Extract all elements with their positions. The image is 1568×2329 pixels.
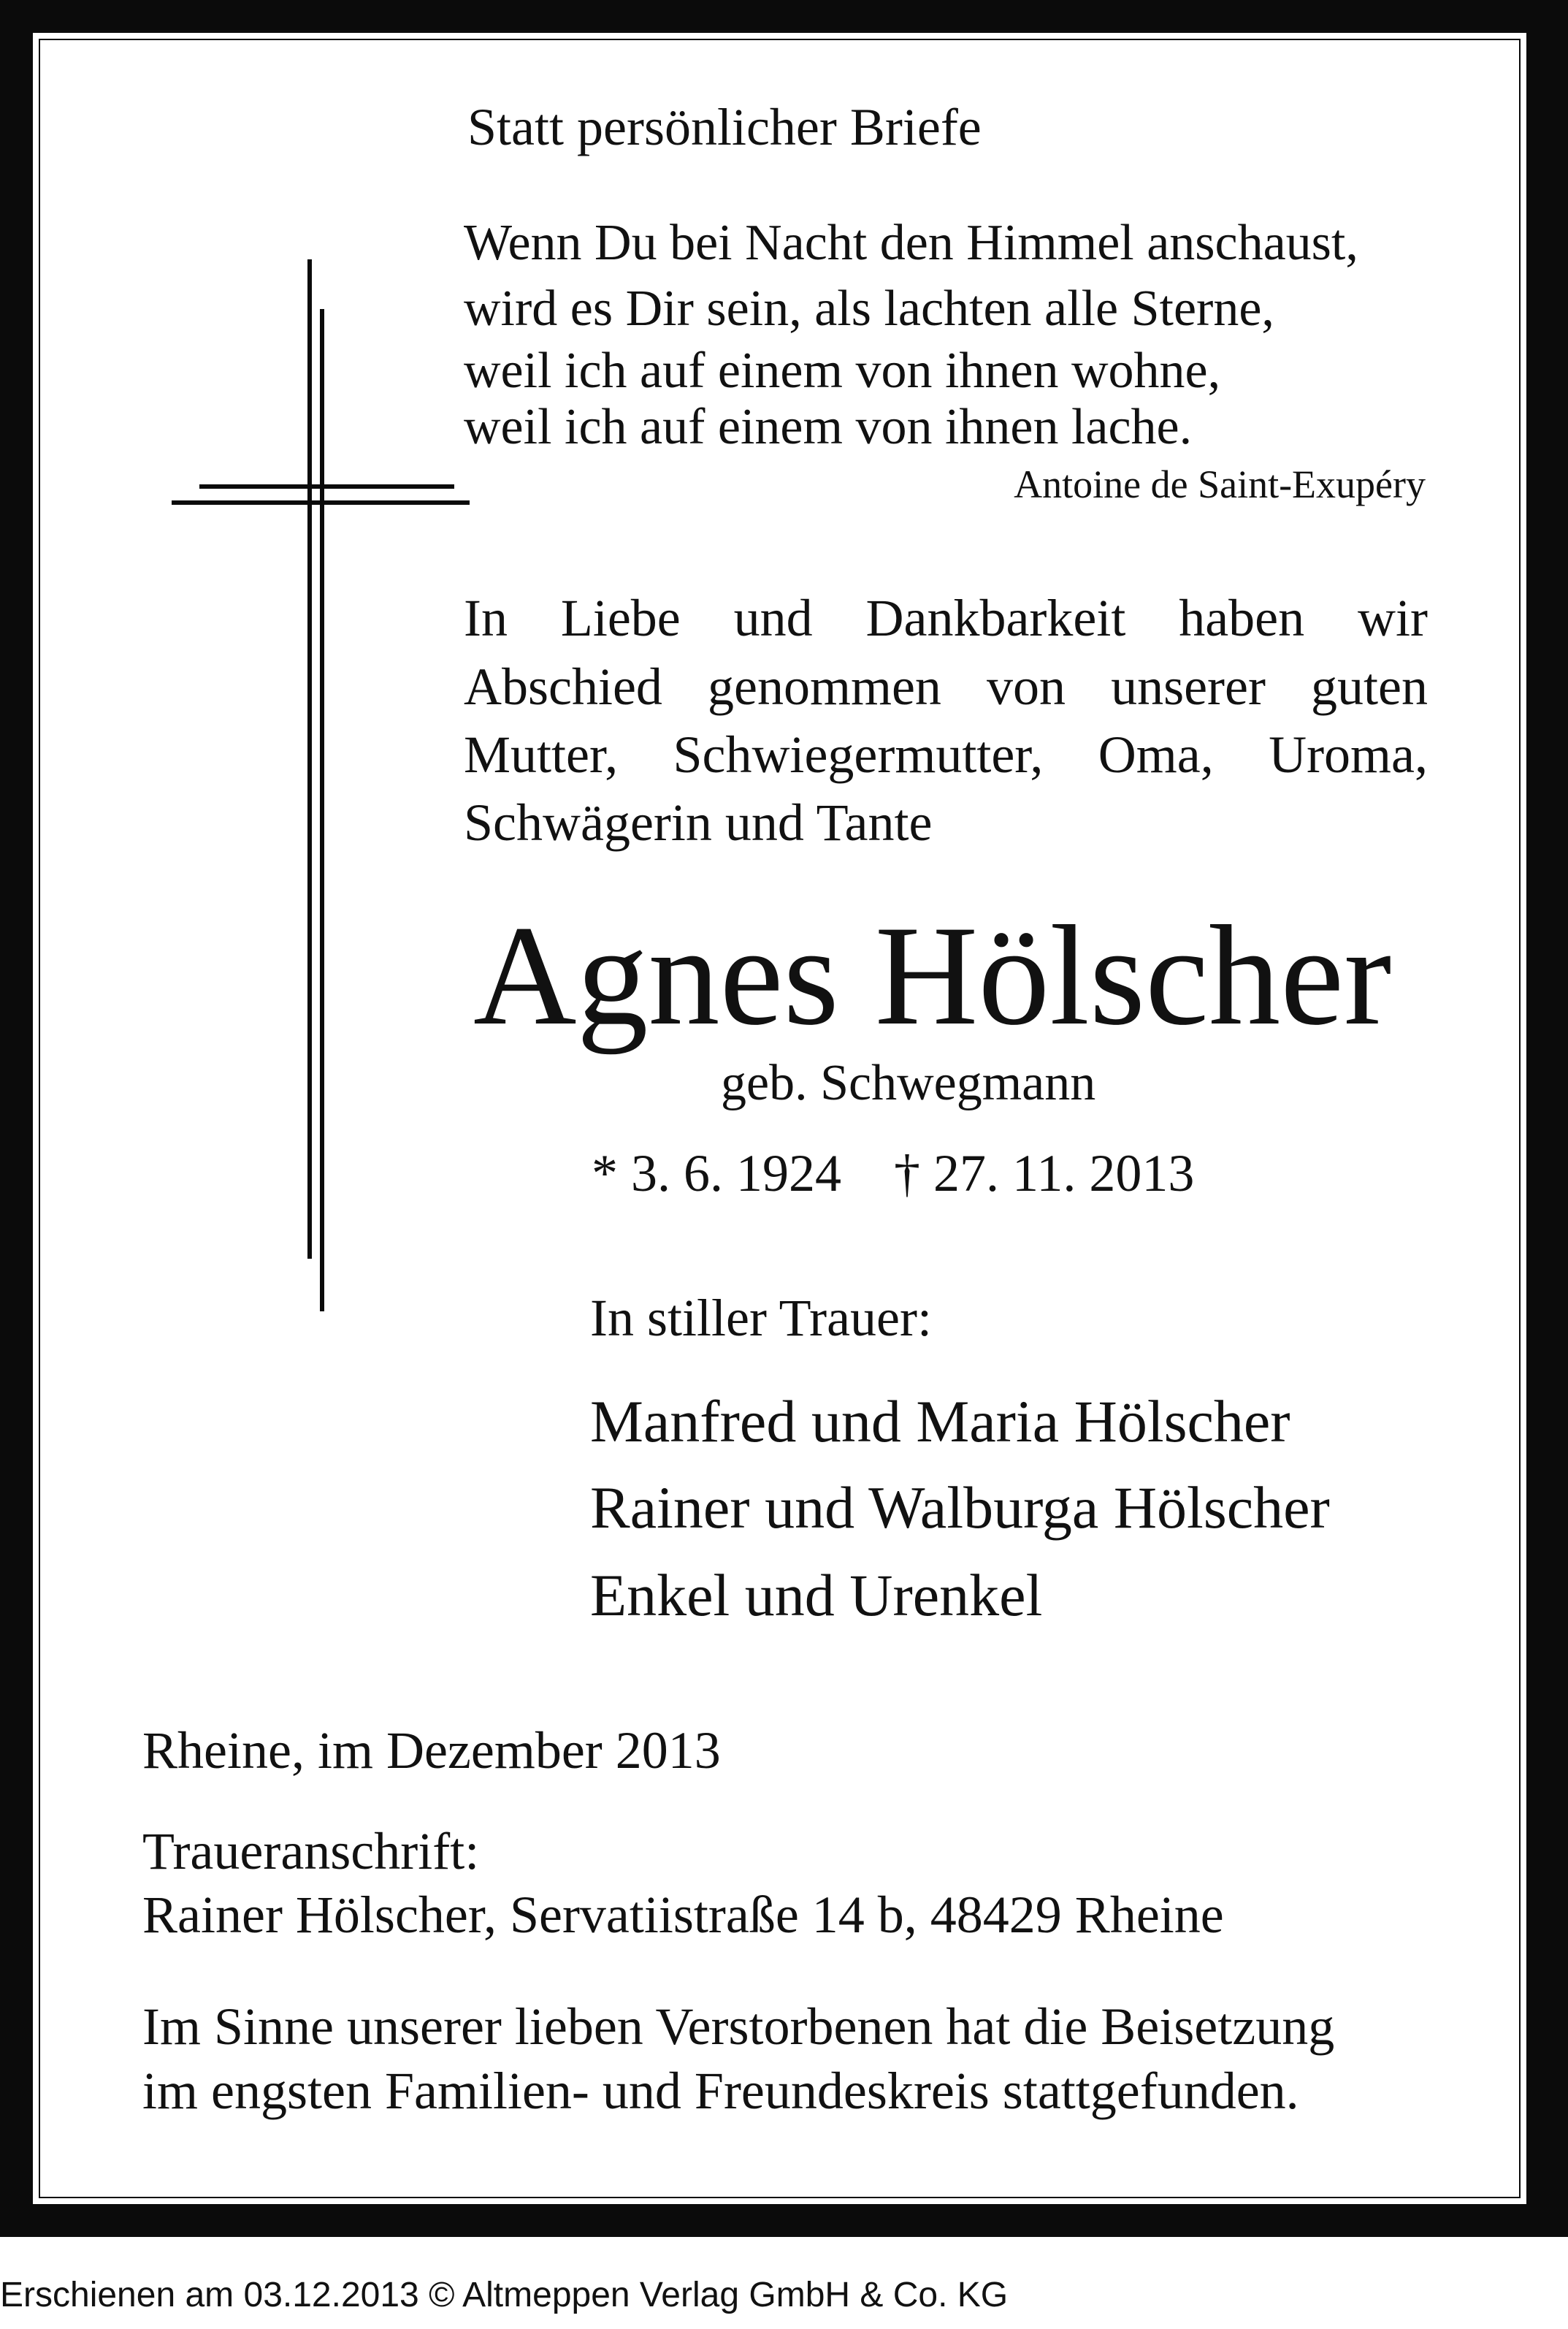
deceased-name: Agnes Hölscher bbox=[473, 896, 1392, 1055]
notice-heading: Statt persönlicher Briefe bbox=[467, 98, 982, 156]
mourning-address: Rainer Hölscher, Servatiistraße 14 b, 48429 Rheine bbox=[142, 1886, 1224, 1944]
maiden-name: geb. Schwegmann bbox=[721, 1055, 1096, 1111]
quote-line: weil ich auf einem von ihnen wohne, bbox=[464, 343, 1221, 399]
publication-footer: Erschienen am 03.12.2013 © Altmeppen Verlag GmbH & Co. KG bbox=[0, 2276, 1009, 2314]
place-date: Rheine, im Dezember 2013 bbox=[142, 1721, 721, 1780]
mourner-line: Rainer und Walburga Hölscher bbox=[590, 1474, 1330, 1541]
quote-line: weil ich auf einem von ihnen lache. bbox=[464, 399, 1193, 455]
address-label: Traueranschrift: bbox=[142, 1822, 480, 1880]
quote-line: Wenn Du bei Nacht den Himmel anschaust, bbox=[464, 215, 1358, 271]
cross-icon bbox=[172, 259, 478, 1311]
burial-notice-line: im engsten Familien- und Freundeskreis stattgefunden. bbox=[142, 2062, 1299, 2120]
quote-author: Antoine de Saint-Exupéry bbox=[1014, 462, 1426, 506]
quote-line: wird es Dir sein, als lachten alle Sterne, bbox=[464, 281, 1274, 337]
tribute-line: Schwägerin und Tante bbox=[464, 793, 933, 852]
life-dates: * 3. 6. 1924 † 27. 11. 2013 bbox=[592, 1144, 1195, 1202]
mourner-line: Enkel und Urenkel bbox=[590, 1562, 1043, 1628]
mourner-line: Manfred und Maria Hölscher bbox=[590, 1388, 1290, 1455]
mourning-label: In stiller Trauer: bbox=[590, 1289, 932, 1347]
tribute-line: Mutter, Schwiegermutter, Oma, Uroma, bbox=[464, 725, 1428, 784]
burial-notice-line: Im Sinne unserer lieben Verstorbenen hat die Beisetzung bbox=[142, 1997, 1335, 2056]
tribute-line: Abschied genommen von unserer guten bbox=[464, 657, 1428, 716]
tribute-line: In Liebe und Dankbarkeit haben wir bbox=[464, 589, 1428, 647]
